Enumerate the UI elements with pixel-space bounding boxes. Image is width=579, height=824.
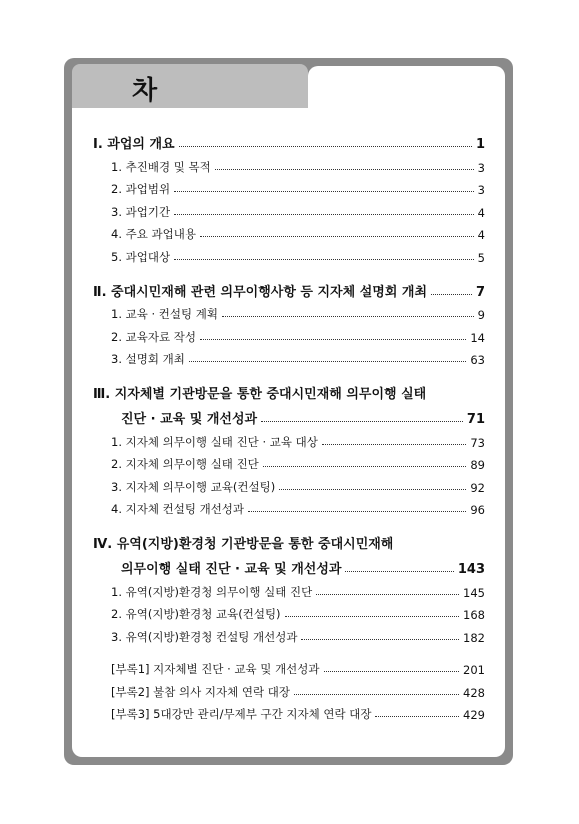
chapter-label: Ⅲ. 지자체별 기관방문을 통한 중대시민재해 의무이행 실태: [93, 387, 427, 402]
toc-item[interactable]: [93, 152, 485, 175]
item-label: 2. 유역(지방)환경청 교육(컨설팅): [111, 607, 281, 621]
toc-chapter-4-line2[interactable]: [93, 552, 485, 577]
toc-item[interactable]: [93, 345, 485, 368]
page-number: 4: [477, 228, 485, 242]
dot-leader: [174, 259, 474, 260]
page-number: 5: [477, 250, 485, 265]
dot-leader: [375, 716, 459, 717]
page-number: 201: [463, 663, 485, 677]
toc-item[interactable]: [93, 450, 485, 473]
dot-leader: [345, 571, 453, 572]
page-number: 4: [477, 205, 485, 220]
toc-chapter-1[interactable]: [93, 127, 485, 152]
page-number: 143: [457, 562, 485, 577]
dot-leader: [222, 316, 474, 317]
toc-item[interactable]: [93, 622, 485, 645]
item-label: 1. 지자체 의무이행 실태 진단 · 교육 대상: [111, 434, 318, 449]
chapter-label: Ⅰ. 과업의 개요: [93, 137, 175, 152]
dot-leader: [324, 671, 460, 672]
item-label: 4. 주요 과업내용: [111, 227, 196, 241]
title-tab: [72, 64, 308, 108]
dot-leader: [294, 694, 459, 695]
page-number: 7: [475, 284, 485, 300]
item-label: 5. 과업대상: [111, 249, 171, 264]
dot-leader: [179, 146, 472, 147]
page-number: 145: [463, 585, 485, 600]
item-label: 1. 추진배경 및 목적: [111, 159, 211, 174]
toc-item[interactable]: [93, 300, 485, 323]
toc-appendix-1[interactable]: [93, 655, 485, 678]
item-label: 3. 과업기간: [111, 204, 171, 219]
spacer: [93, 645, 485, 655]
page-number: 96: [470, 503, 485, 517]
item-label: 3. 지자체 의무이행 교육(컨설팅): [111, 479, 276, 494]
toc-item[interactable]: [93, 577, 485, 600]
page-number: 89: [470, 458, 485, 472]
dot-leader: [248, 511, 466, 512]
page-number: 3: [477, 160, 485, 175]
chapter-label-continued: 의무이행 실태 진단 · 교육 및 개선성과: [121, 562, 342, 577]
item-label: 3. 유역(지방)환경청 컨설팅 개선성과: [111, 629, 298, 644]
toc-item[interactable]: [93, 472, 485, 495]
item-label: [부록1] 지자체별 진단 · 교육 및 개선성과: [111, 662, 320, 676]
chapter-label-continued: 진단 · 교육 및 개선성과: [121, 412, 258, 427]
dot-leader: [322, 444, 467, 445]
page-number: 428: [463, 685, 485, 700]
dot-leader: [285, 616, 460, 617]
toc-item[interactable]: [93, 495, 485, 518]
page-number: 63: [470, 353, 485, 367]
dot-leader: [189, 361, 467, 362]
page-title: 차: [132, 76, 198, 106]
dot-leader: [215, 169, 474, 170]
item-label: 1. 유역(지방)환경청 의무이행 실태 진단: [111, 584, 313, 599]
item-label: 1. 교육 · 컨설팅 계획: [111, 307, 219, 321]
dot-leader: [431, 294, 472, 295]
toc-item[interactable]: [93, 322, 485, 345]
page-number: 3: [477, 183, 485, 197]
toc-item[interactable]: [93, 600, 485, 623]
page-number: 71: [466, 412, 485, 427]
item-label: 4. 지자체 컨설팅 개선성과: [111, 502, 245, 516]
page-number: 168: [463, 608, 485, 622]
dot-leader: [200, 236, 474, 237]
dot-leader: [174, 214, 474, 215]
item-label: 3. 설명회 개최: [111, 352, 185, 366]
toc-appendix-2[interactable]: [93, 677, 485, 700]
page-number: 429: [463, 708, 485, 722]
dot-leader: [263, 466, 467, 467]
toc-item[interactable]: [93, 175, 485, 198]
toc-item[interactable]: [93, 427, 485, 450]
page-number: 182: [463, 630, 485, 645]
toc-chapter-4-line1[interactable]: [93, 527, 485, 552]
table-of-contents: [93, 127, 485, 722]
chapter-label: Ⅱ. 중대시민재해 관련 의무이행사항 등 지자체 설명회 개최: [93, 284, 428, 300]
page-number: 1: [475, 137, 485, 152]
item-label: [부록2] 불참 의사 지자체 연락 대장: [111, 684, 290, 699]
dot-leader: [261, 421, 463, 422]
spacer: [93, 265, 485, 275]
page-number: 92: [470, 480, 485, 495]
dot-leader: [200, 339, 466, 340]
page-number: 14: [470, 330, 485, 345]
panel-notch: [308, 66, 505, 110]
toc-chapter-2[interactable]: [93, 275, 485, 300]
dot-leader: [174, 191, 474, 192]
spacer: [93, 367, 485, 377]
toc-item[interactable]: [93, 242, 485, 265]
item-label: 2. 지자체 의무이행 실태 진단: [111, 457, 259, 471]
toc-appendix-3[interactable]: [93, 700, 485, 723]
item-label: 2. 교육자료 작성: [111, 329, 196, 344]
toc-chapter-3-line1[interactable]: [93, 377, 485, 402]
item-label: [부록3] 5대강만 관리/무제부 구간 지자체 연락 대장: [111, 707, 372, 721]
page-number: 73: [470, 435, 485, 450]
dot-leader: [316, 594, 459, 595]
chapter-label: Ⅳ. 유역(지방)환경청 기관방문을 통한 중대시민재해: [93, 537, 394, 552]
item-label: 2. 과업범위: [111, 182, 171, 196]
spacer: [93, 517, 485, 527]
dot-leader: [279, 489, 466, 490]
toc-item[interactable]: [93, 197, 485, 220]
toc-item[interactable]: [93, 220, 485, 243]
page-number: 9: [477, 308, 485, 322]
dot-leader: [301, 639, 459, 640]
toc-chapter-3-line2[interactable]: [93, 402, 485, 427]
